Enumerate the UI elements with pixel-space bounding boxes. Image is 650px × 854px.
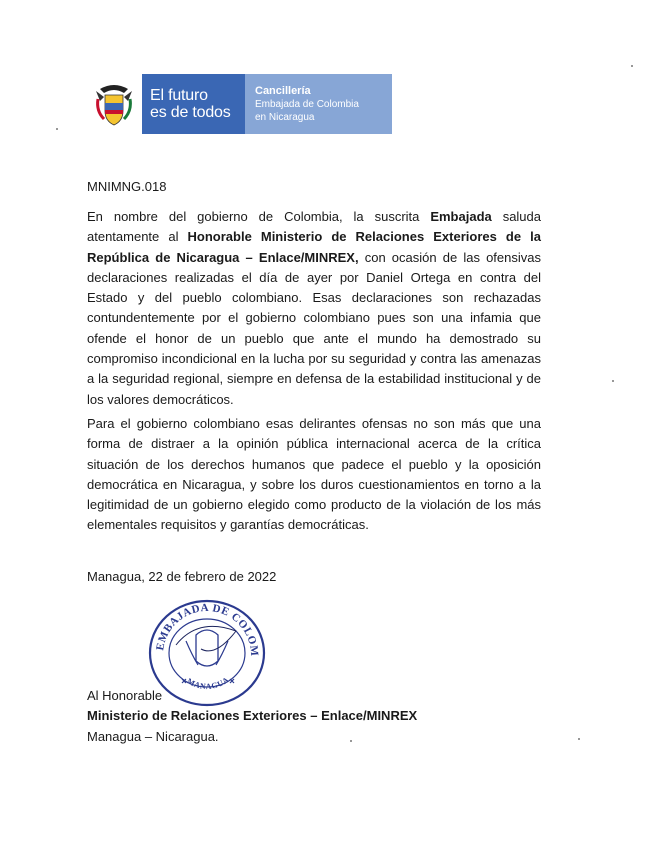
stamp-bottom-text: MANAGUA — [185, 675, 231, 692]
letter-date: Managua, 22 de febrero de 2022 — [87, 569, 277, 584]
addressee-line-3: Managua – Nicaragua. — [87, 728, 219, 744]
paragraph-2: Para el gobierno colombiano esas delirantes ofensas no son más que una forma de distraer a la opinión pública internacional acerca de la crítica situación de los derechos humanos que padece el pueblo y la oposición democrática en Nicaragua, y sobre los duros cuestionamientos en torno a la legitimidad de un gobierno elegido como producto de la violación de los más elementales requisitos y garantías democráticas. — [87, 416, 541, 533]
p1-text-c: saluda atentamente al — [87, 209, 541, 245]
p1-embassy-bold: Embajada — [430, 209, 492, 224]
addressee-line-1: Al Honorable — [87, 688, 163, 703]
coat-of-arms-icon — [86, 74, 142, 134]
slogan-line-1: El futuro — [150, 87, 208, 104]
scan-speck — [350, 740, 352, 742]
scan-speck — [631, 65, 633, 67]
addressee-block — [87, 686, 417, 747]
letterhead-banner — [86, 74, 392, 134]
embassy-line-2: en Nicaragua — [255, 112, 315, 123]
p1-text-a: En nombre del gobierno de Colombia, la suscrita — [87, 209, 431, 224]
slogan-block — [142, 74, 245, 134]
paragraph-1 — [87, 207, 541, 410]
scan-speck — [56, 128, 58, 130]
svg-text:EMBAJADA DE COLOMBIA — [146, 595, 260, 657]
slogan-line-2: es de todos — [150, 104, 231, 121]
stamp-ring-text: EMBAJADA DE COLOM — [154, 601, 261, 657]
p1-ministry-bold: Honorable Ministerio de Relaciones Exteriores de la República de Nicaragua – Enlace/MINREX, — [87, 229, 541, 265]
addressee-line-2: Ministerio de Relaciones Exteriores – Enlace/MINREX — [87, 708, 418, 724]
p1-text-e: con ocasión de las ofensivas declaraciones realizadas el día de ayer por Daniel Ortega en contra del Estado y del pueblo colombiano. Esas declaraciones son rechazadas contundentemente por el gobierno colombiano pues son una infamia que ofende el honor de un pueblo que ante el mundo ha demostrado su compromiso incondicional en la lucha por su seguridad y contra las amenazas a la seguridad regional, siempre en defensa de la estabilidad institucional y de los valores democráticos. — [87, 249, 541, 407]
scan-speck — [612, 380, 614, 382]
ministry-block — [245, 74, 392, 134]
embassy-line-1: Embajada de Colombia — [255, 99, 359, 110]
scan-speck — [578, 738, 580, 740]
reference-number: MNIMNG.018 — [87, 179, 167, 194]
ministry-name: Cancillería — [255, 85, 311, 97]
